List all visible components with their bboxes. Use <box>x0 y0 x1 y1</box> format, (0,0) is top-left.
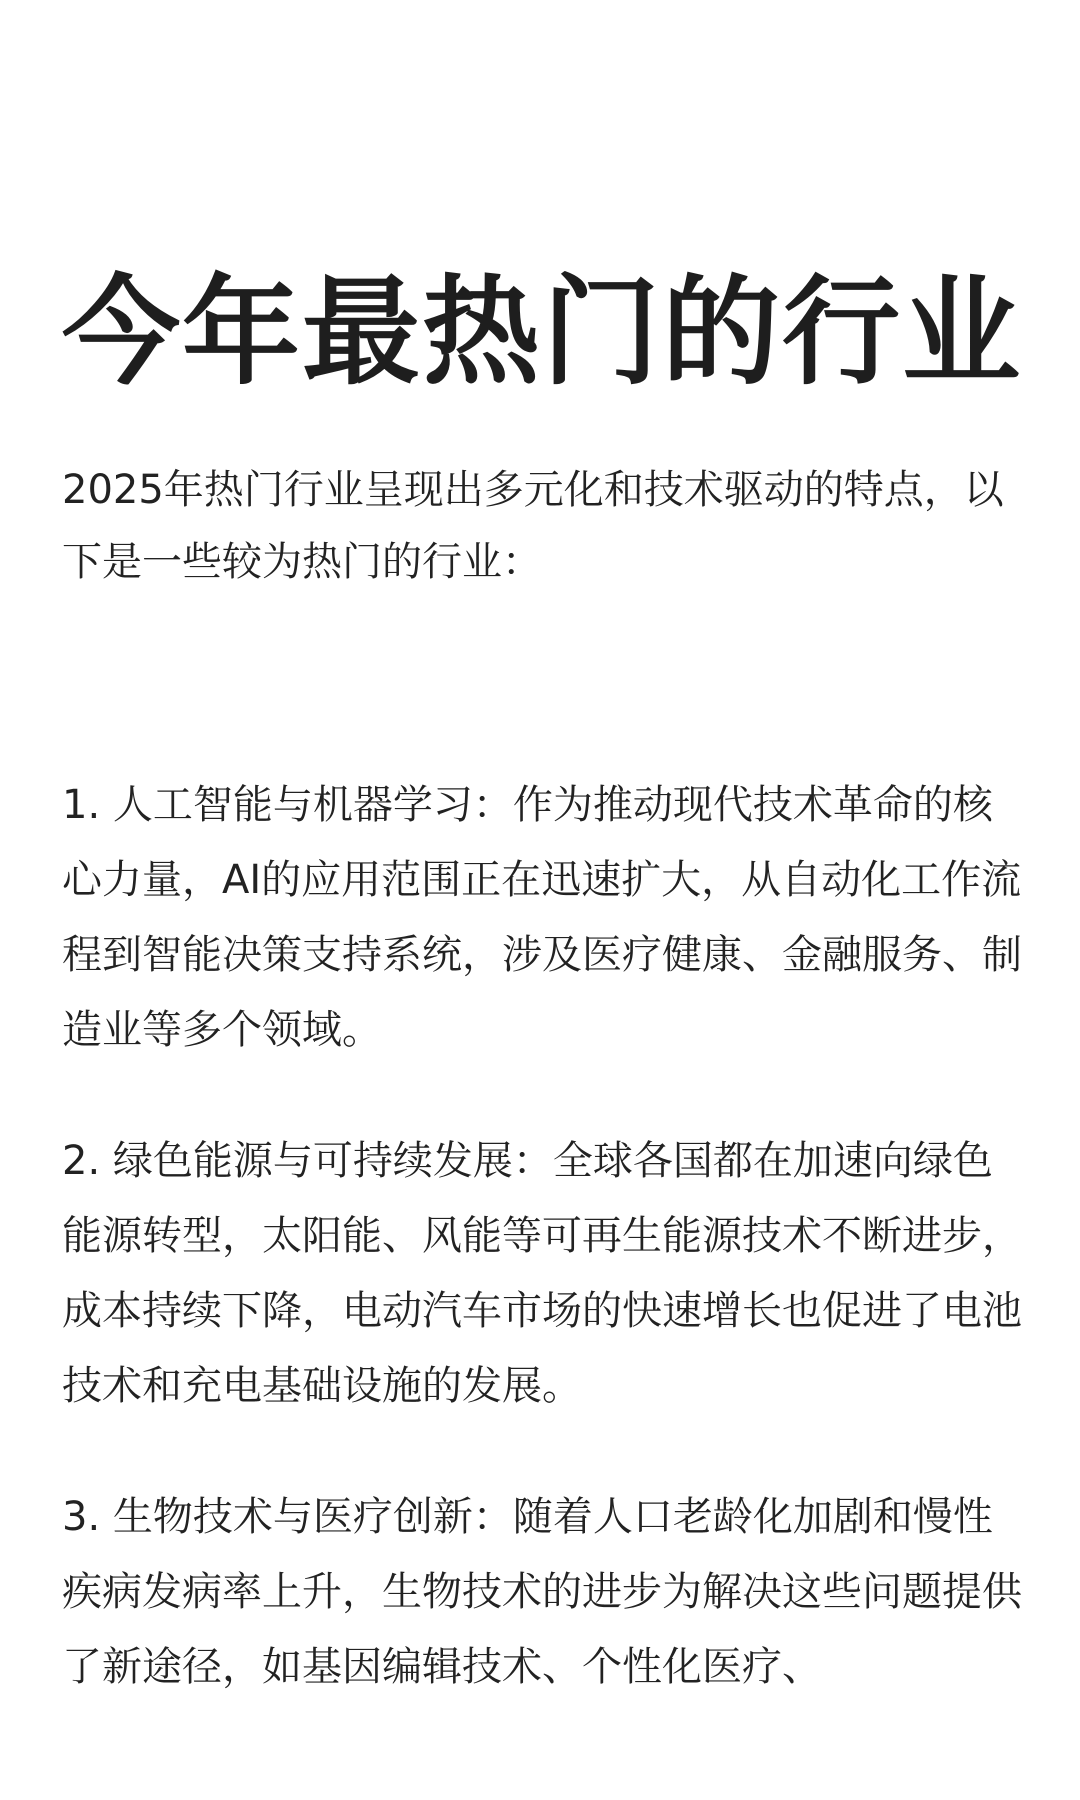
article-intro: 2025年热门行业呈现出多元化和技术驱动的特点，以下是一些较为热门的行业： <box>62 467 1004 585</box>
article-content <box>62 262 1032 1761</box>
industry-item-3: 3. 生物技术与医疗创新：随着人口老龄化加剧和慢性疾病发病率上升，生物技术的进步为解决这些问题提供了新途径，如基因编辑技术、个性化医疗、 <box>62 1494 1022 1690</box>
industry-item-2: 2. 绿色能源与可持续发展：全球各国都在加速向绿色能源转型，太阳能、风能等可再生能源技术不断进步，成本持续下降，电动汽车市场的快速增长也促进了电池技术和充电基础设施的发展。 <box>62 1138 1022 1409</box>
industry-list <box>62 768 1032 1705</box>
industry-item-1: 1. 人工智能与机器学习：作为推动现代技术革命的核心力量，AI的应用范围正在迅速扩大，从自动化工作流程到智能决策支持系统，涉及医疗健康、金融服务、制造业等多个领域。 <box>62 782 1022 1053</box>
article-title: 今年最热门的行业 <box>62 263 1023 401</box>
